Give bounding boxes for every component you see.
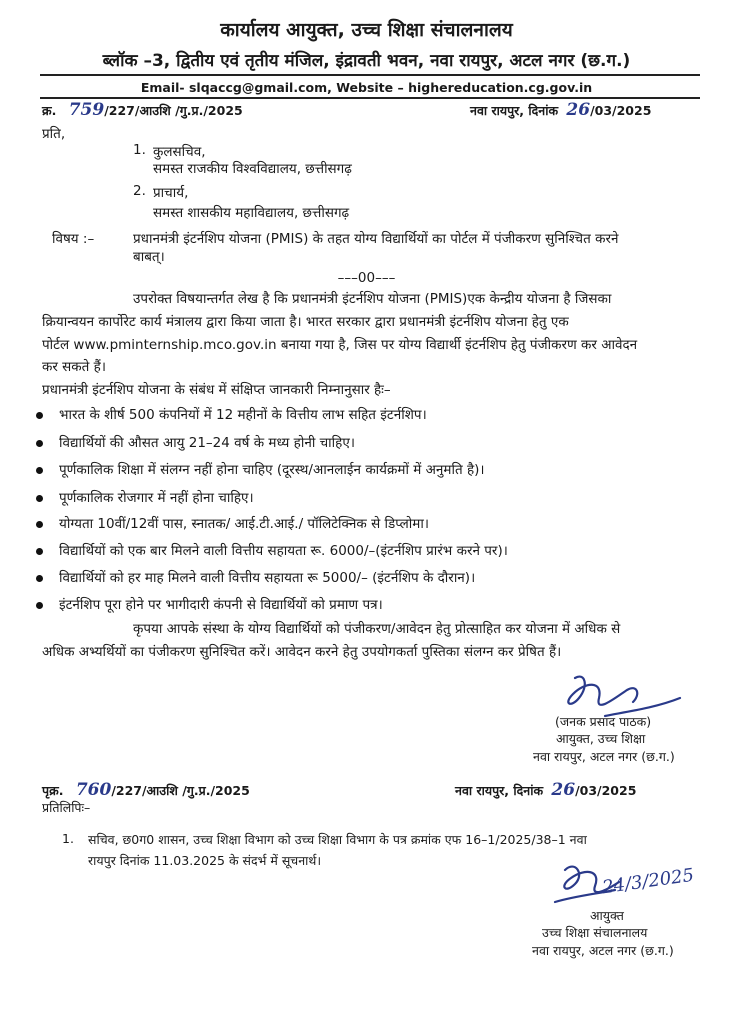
recipient-2-num: 2. — [133, 183, 146, 199]
bullet-item: पूर्णकालिक रोजगार में नहीं होना चाहिए। — [36, 488, 254, 506]
recipient-2-org: समस्त शासकीय महाविद्यालय, छत्तीसगढ़ — [153, 205, 350, 221]
copy-item-1-line-2: रायपुर दिनांक 11.03.2025 के संदर्भ में सूचनार्थ। — [88, 853, 322, 868]
header-divider-bottom — [40, 97, 700, 99]
copy-label: प्रतिलिपिः– — [42, 800, 91, 815]
bullet-item: भारत के शीर्ष 500 कंपनियों में 12 महीनों के वित्तीय लाभ सहित इंटर्नशिप। — [36, 405, 427, 423]
recipient-2-title: प्राचार्य, — [153, 185, 189, 201]
endorsement-signatory-place: नवा रायपुर, अटल नगर (छ.ग.) — [532, 943, 674, 958]
bullet-icon — [36, 548, 43, 555]
bullet-item: योग्यता 10वीं/12वीं पास, स्नातक/ आई.टी.आई./ पॉलिटेक्निक से डिप्लोमा। — [36, 514, 429, 532]
intro-line-3: पोर्टल www.pminternship.mco.gov.in बनाया गया है, जिस पर योग्य विद्यार्थी इंटर्नशिप हेतु पंजीकरण कर आवेदन — [42, 337, 638, 353]
bullet-icon — [36, 521, 43, 528]
bullet-icon — [36, 602, 43, 609]
contact-line: Email- slqaccg@gmail.com, Website – highereducation.cg.gov.in — [140, 80, 593, 95]
office-address: ब्लॉक –3, द्वितीय एवं तृतीय मंजिल, इंद्रावती भवन, नवा रायपुर, अटल नगर (छ.ग.) — [102, 51, 631, 71]
recipient-1-title: कुलसचिव, — [153, 144, 206, 160]
bullet-item: पूर्णकालिक शिक्षा में संलग्न नहीं होना चाहिए (दूरस्थ/आनलाईन कार्यक्रमों में अनुमति है)। — [36, 460, 485, 478]
handwritten-endorsement-number: 760 — [75, 780, 112, 800]
bullet-icon — [36, 495, 43, 502]
endorsement-signatory-office: उच्च शिक्षा संचालनालय — [542, 925, 648, 940]
intro-line-2: क्रियान्वयन कार्पोरेट कार्य मंत्रालय द्वारा किया जाता है। भारत सरकार द्वारा प्रधानमंत्री इंटर्नशिप योजना हेतु एक — [42, 314, 569, 330]
endorsement-date: नवा रायपुर, दिनांक 26/03/2025 — [455, 780, 637, 800]
endorsement-signatory-designation: आयुक्त — [590, 908, 624, 923]
subject-line-1: प्रधानमंत्री इंटर्नशिप योजना (PMIS) के तहत योग्य विद्यार्थियों का पोर्टल में पंजीकरण सुनिश्चित करने — [133, 231, 619, 247]
handwritten-ref-number: 759 — [68, 100, 105, 120]
bullet-item: इंटर्नशिप पूरा होने पर भागीदारी कंपनी से विद्यार्थियों को प्रमाण पत्र। — [36, 595, 383, 613]
intro-line-1: उपरोक्त विषयान्तर्गत लेख है कि प्रधानमंत्री इंटर्नशिप योजना (PMIS)एक केन्द्रीय योजना है जिसका — [133, 291, 612, 307]
bullet-item: विद्यार्थियों को हर माह मिलने वाली वित्तीय सहायता रू 5000/– (इंटर्नशिप के दौरान)। — [36, 568, 475, 586]
bullet-icon — [36, 575, 43, 582]
subject-label: विषय :– — [52, 231, 95, 247]
bullet-item: विद्यार्थियों को एक बार मिलने वाली वित्तीय सहायता रू. 6000/–(इंटर्नशिप प्रारंभ करने पर)। — [36, 541, 508, 559]
copy-item-1-line-1: सचिव, छ0ग0 शासन, उच्च शिक्षा विभाग को उच्च शिक्षा विभाग के पत्र क्रमांक एफ 16–1/2025/38–1 नवा — [88, 832, 587, 847]
signatory-name: (जनक प्रसाद पाठक) — [555, 714, 652, 729]
office-title: कार्यालय आयुक्त, उच्च शिक्षा संचालनालय — [220, 19, 513, 41]
closing-line-2: अधिक अभ्यर्थियों का पंजीकरण सुनिश्चित करें। आवेदन करने हेतु उपयोगकर्ता पुस्तिका संलग्न कर प्रेषित हैं। — [42, 644, 562, 660]
closing-line-1: कृपया आपके संस्था के योग्य विद्यार्थियों को पंजीकरण/आवेदन हेतु प्रोत्साहित कर योजना में अधिक से — [133, 621, 621, 637]
subject-line-2: बाबत्। — [133, 249, 165, 265]
letter-date: नवा रायपुर, दिनांक 26/03/2025 — [470, 100, 652, 120]
recipient-1-num: 1. — [133, 142, 146, 158]
bullet-item: विद्यार्थियों की औसत आयु 21–24 वर्ष के मध्य होनी चाहिए। — [36, 433, 355, 451]
bullet-icon — [36, 412, 43, 419]
bullet-icon — [36, 467, 43, 474]
header-divider-top — [40, 74, 700, 76]
signatory-designation: आयुक्त, उच्च शिक्षा — [556, 731, 646, 746]
intro-line-4: कर सकते हैं। — [42, 359, 106, 375]
separator: –––00––– — [337, 270, 396, 286]
handwritten-endorsement-day: 26 — [551, 780, 576, 800]
recipient-1-org: समस्त राजकीय विश्वविद्यालय, छत्तीसगढ़ — [153, 161, 352, 177]
copy-item-1-num: 1. — [62, 831, 74, 846]
handwritten-date-day: 26 — [566, 100, 591, 120]
to-label: प्रति, — [42, 126, 66, 142]
summary-intro: प्रधानमंत्री इंटर्नशिप योजना के संबंध में संक्षिप्त जानकारी निम्नानुसार हैः– — [42, 382, 391, 398]
signatory-place: नवा रायपुर, अटल नगर (छ.ग.) — [533, 749, 675, 764]
bullet-icon — [36, 440, 43, 447]
endorsement-reference: पृक्र. 760/227/आउशि /गु.प्र./2025 — [42, 780, 250, 800]
handwritten-signed-date: 24/3/2025 — [600, 864, 696, 899]
reference-number: क्र. 759/227/आउशि /गु.प्र./2025 — [42, 100, 243, 120]
